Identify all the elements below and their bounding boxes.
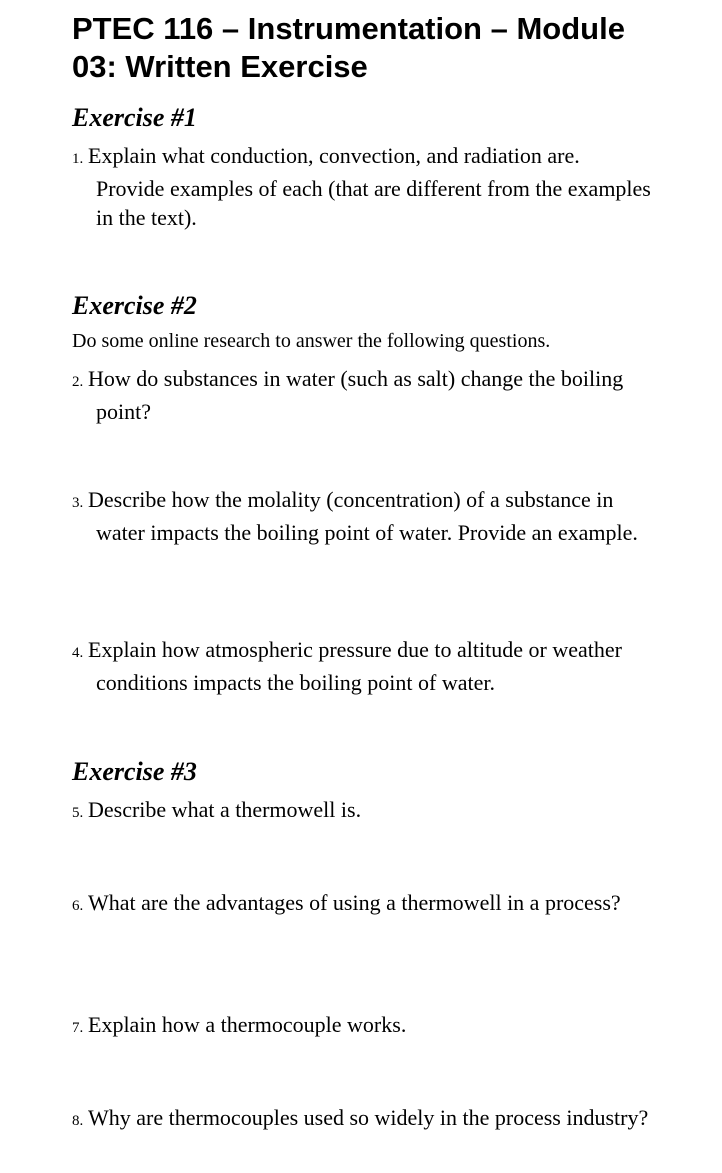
question-text: Describe what a thermowell is. [88,797,362,822]
question-8 [72,1103,652,1136]
question-text: Explain how a thermocouple works. [88,1012,407,1037]
page-title: PTEC 116 – Instrumentation – Module 03: Written Exercise [72,11,625,84]
question-text: What are the advantages of using a thermowell in a process? [88,890,621,915]
exercise-2-heading: Exercise #2 [72,291,197,320]
question-text: Explain what conduction, convection, and radiation are. Provide examples of each (that are different from the examples in the text). [88,143,651,230]
exercise-1-heading: Exercise #1 [72,103,197,132]
question-number: 3. [72,495,84,511]
question-4 [72,635,652,697]
question-3 [72,485,652,547]
question-7 [72,1010,652,1043]
question-number: 4. [72,645,84,661]
question-text: Why are thermocouples used so widely in the process industry? [88,1105,649,1130]
question-1 [72,141,652,232]
question-text: How do substances in water (such as salt) change the boiling point? [88,366,624,424]
question-number: 2. [72,374,84,390]
exercise-2-intro: Do some online research to answer the following questions. [72,330,551,352]
question-number: 8. [72,1113,84,1129]
question-5 [72,795,652,828]
exercise-3-heading: Exercise #3 [72,757,197,786]
question-number: 7. [72,1020,84,1036]
question-text: Describe how the molality (concentration) of a substance in water impacts the boiling point of water. Provide an example. [88,487,638,545]
question-6 [72,888,652,921]
question-number: 5. [72,805,84,821]
question-number: 6. [72,898,84,914]
question-number: 1. [72,151,84,167]
document-header [72,10,662,86]
question-text: Explain how atmospheric pressure due to altitude or weather conditions impacts the boiling point of water. [88,637,622,695]
question-2 [72,364,652,426]
